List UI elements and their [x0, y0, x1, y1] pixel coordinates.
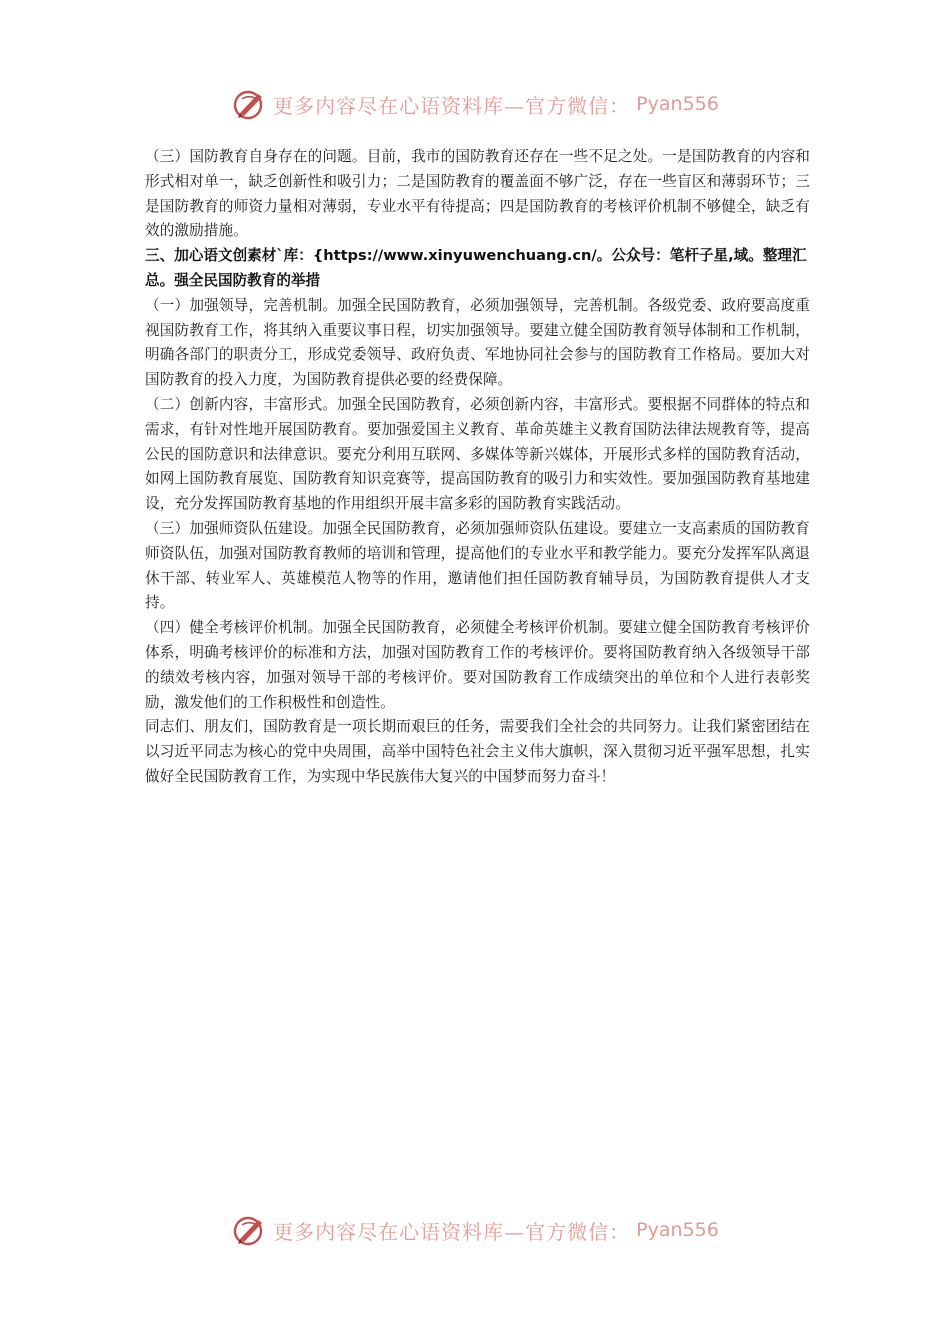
pen-circle-logo-icon [231, 86, 267, 122]
watermark-text: 更多内容尽在心语资料库—官方微信： [273, 1219, 631, 1244]
paragraph-closing: 同志们、朋友们，国防教育是一项长期而艰巨的任务，需要我们全社会的共同努力。让我们紧密团结在以习近平同志为核心的党中央周围，高举中国特色社会主义伟大旗帜，深入贯彻习近平强军思想，扎实做好全民国防教育工作，为实现中华民族伟大复兴的中国梦而努力奋斗！ [145, 718, 810, 785]
section-heading-3: 三、加心语文创素材`库：{https://www.xinyuwenchuang.cn/。公众号：笔杆子星,域。整理汇总。强全民国防教育的举措 [145, 247, 807, 289]
document-body [145, 145, 810, 790]
watermark-text: 更多内容尽在心语资料库—官方微信： [273, 93, 631, 118]
watermark-wechat-id: Pyan556 [636, 1219, 719, 1241]
header-watermark [0, 84, 950, 124]
paragraph-problems-3: （三）国防教育自身存在的问题。目前，我市的国防教育还存在一些不足之处。一是国防教育的内容和形式相对单一，缺乏创新性和吸引力；二是国防教育的覆盖面不够广泛，存在一些盲区和薄弱环节；三是国防教育的师资力量相对薄弱，专业水平有待提高；四是国防教育的考核评价机制不够健全，缺乏有效的激励措施。 [145, 148, 810, 240]
paragraph-measure-3: （三）加强师资队伍建设。加强全民国防教育，必须加强师资队伍建设。要建立一支高素质的国防教育师资队伍，加强对国防教育教师的培训和管理，提高他们的专业水平和教学能力。要充分发挥军队离退休干部、转业军人、英雄模范人物等的作用，邀请他们担任国防教育辅导员，为国防教育提供人才支持。 [145, 519, 810, 612]
pen-circle-logo-icon [231, 1212, 267, 1248]
paragraph-measure-4: （四）健全考核评价机制。加强全民国防教育，必须健全考核评价机制。要建立健全国防教育考核评价体系，明确考核评价的标准和方法，加强对国防教育工作的考核评价。要将国防教育纳入各级领导干部的绩效考核内容，加强对领导干部的考核评价。要对国防教育工作成绩突出的单位和个人进行表彰奖励，激发他们的工作积极性和创造性。 [145, 619, 810, 711]
paragraph-measure-2: （二）创新内容，丰富形式。加强全民国防教育，必须创新内容，丰富形式。要根据不同群体的特点和需求，有针对性地开展国防教育。要加强爱国主义教育、革命英雄主义教育国防法律法规教育等，提高公民的国防意识和法律意识。要充分利用互联网、多媒体等新兴媒体，开展形式多样的国防教育活动，如网上国防教育展览、国防教育知识竞赛等，提高国防教育的吸引力和实效性。要加强国防教育基地建设，充分发挥国防教育基地的作用组织开展丰富多彩的国防教育实践活动。 [145, 395, 810, 513]
paragraph-measure-1: （一）加强领导，完善机制。加强全民国防教育，必须加强领导，完善机制。各级党委、政府要高度重视国防教育工作，将其纳入重要议事日程，切实加强领导。要建立健全国防教育领导体制和工作机制，明确各部门的职责分工，形成党委领导、政府负责、军地协同社会参与的国防教育工作格局。要加大对国防教育的投入力度，为国防教育提供必要的经费保障。 [145, 296, 810, 389]
watermark-wechat-id: Pyan556 [636, 93, 719, 115]
footer-watermark [0, 1210, 950, 1250]
